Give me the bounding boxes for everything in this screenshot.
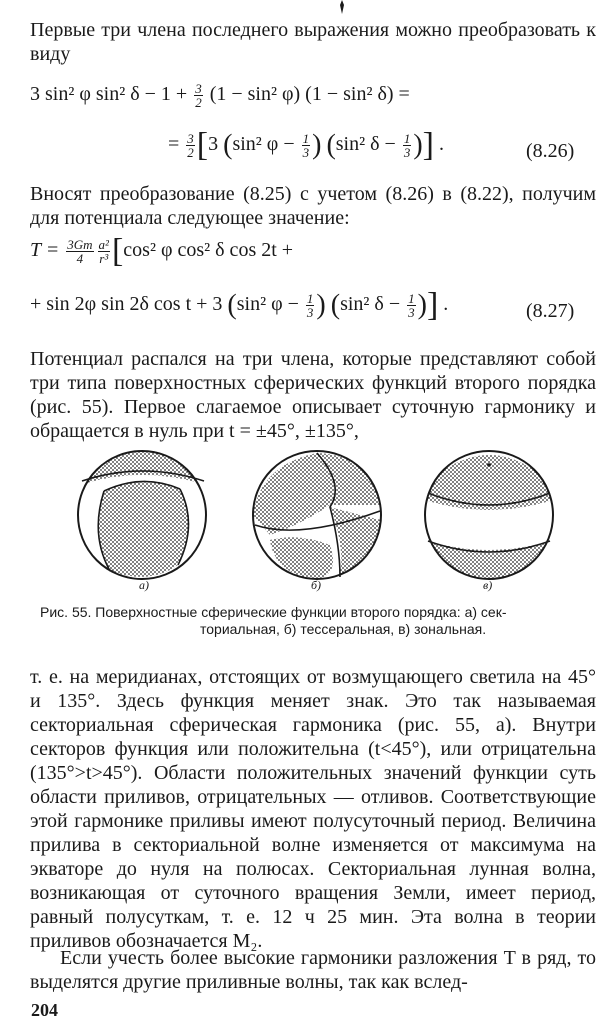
page-number: 204: [31, 1000, 58, 1020]
equation-number-8-26: (8.26): [526, 140, 575, 162]
paragraph-potential: Потенциал распался на три члена, которые представляют собой три типа поверхностных сферических функций второго порядка (рис. 55). Первое слагаемое описывает суточную гармонику и обращается в нуль при t = ±45°, ±135°,: [30, 348, 596, 442]
equation-number-8-27: (8.27): [526, 300, 575, 322]
paragraph-transform: Вносят преобразование (8.25) с учетом (8.26) в (8.22), получим для потенциала следующее значение:: [30, 183, 596, 229]
figure-label-c: в): [483, 578, 493, 592]
figure-caption: [40, 604, 580, 638]
figure-label-a: a): [139, 578, 149, 592]
spherical-harmonics-figure: [0, 445, 611, 595]
paragraph-higher-harmonics: Если учесть более высокие гармоники разложения T в ряд, то выделятся другие приливные волны, так как вслед-: [30, 947, 596, 993]
equation-8-27-line2: + sin 2φ sin 2δ cos t + 3 (sin² φ − $\frac{1}{3}$ ) (sin² δ − $\frac{1}{3}$ )] .: [30, 286, 449, 324]
fraction: $\frac{3}{2}$: [187, 131, 194, 160]
ink-mark: [337, 0, 347, 14]
caption-line-1: Рис. 55. Поверхностные сферические функции второго порядка: а) сек-: [40, 604, 507, 620]
fraction: $\frac{3Gm}{4}$: [67, 237, 93, 266]
fraction: $\frac{\text{a²}}{\text{r³}}$: [98, 237, 109, 266]
equation-8-26-line2: = $\frac{3}{2}$ [3 (sin² φ − $\frac{1}{3}$ ) (sin² δ − $\frac{1}{3}$ )] .: [168, 126, 444, 164]
fraction: $\frac{3}{2}$: [195, 81, 202, 110]
sphere-tesseral: [250, 445, 390, 595]
equation-8-27-line1: T = $\frac{3Gm}{4}$ $\frac{\text{a²}}{\text{r³}}$ [cos² φ cos² δ cos 2t +: [30, 232, 294, 270]
eq-text: (1 − sin² φ) (1 − sin² δ) =: [204, 83, 410, 106]
sphere-sectorial: [70, 445, 220, 595]
equation-8-26-line1: [30, 82, 410, 109]
figure-label-b: б): [311, 578, 322, 592]
eq-text: 3 sin² φ sin² δ − 1 +: [30, 83, 193, 106]
caption-line-2: ториальная, б) тессеральная, в) зональная.: [200, 621, 487, 637]
sphere-zonal: [420, 445, 560, 595]
paragraph-sectorial: т. е. на меридианах, отстоящих от возмущающего светила на 45° и 135°. Здесь функция меняет знак. Это так называемая секториальная сферическая гармоника (рис. 55, а). Внутри секторов функция или положительна (t<45°), или отрицательна (135°>t>45°). Области положительных значений функции суть области приливов, отрицательных — отливов. Соответствующие этой гармонике приливы имеют полусуточный период. Величина прилива в секториальной волне изменяется от максимума на экваторе до нуля на полюсах. Секториальная лунная волна, возникающая от суточного вращения Земли, имеет период, равный полусуткам, т. е. 12 ч 25 мин. Эта волна в теории приливов обозначается M₂.: [30, 666, 596, 952]
figure-55: [0, 445, 611, 595]
paragraph-intro: Первые три члена последнего выражения можно преобразовать к виду: [30, 19, 596, 65]
